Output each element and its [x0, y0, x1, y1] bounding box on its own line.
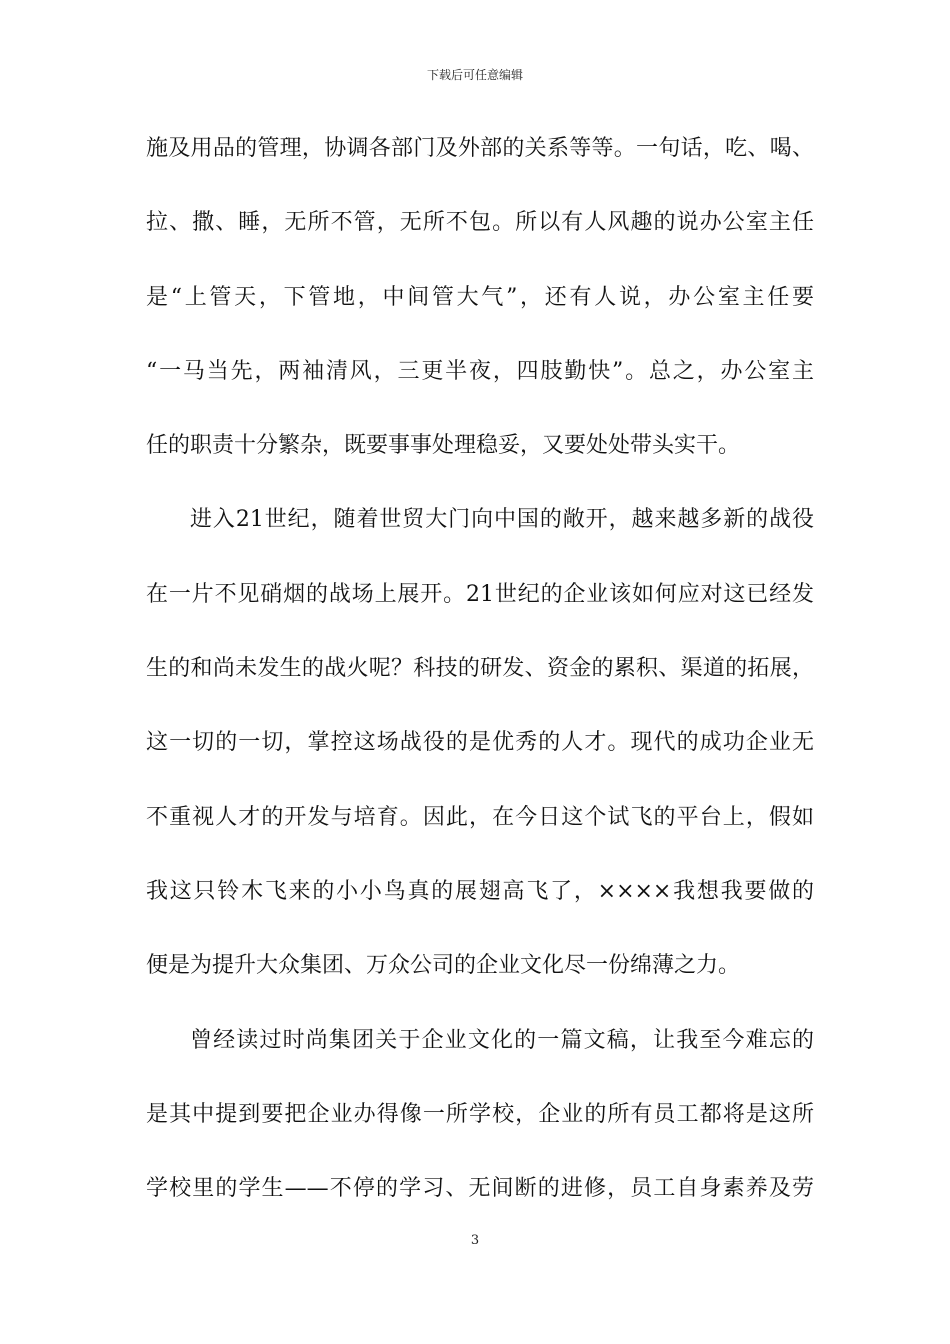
text-line: 学校里的学生——不停的学习、无间断的进修，员工自身素养及劳: [146, 1176, 814, 1202]
text-line: 拉、撒、睡，无所不管，无所不包。所以有人风趣的说办公室主任: [146, 210, 814, 236]
text-line: 任的职责十分繁杂，既要事事处理稳妥，又要处处带头实干。: [146, 433, 741, 459]
text-line: 施及用品的管理，协调各部门及外部的关系等等。一句话，吃、喝、: [146, 136, 814, 161]
text-line: 我这只铃木飞来的小小鸟真的展翅高飞了，××××我想我要做的: [146, 878, 814, 904]
document-body: [146, 112, 814, 1226]
text-line: 曾经读过时尚集团关于企业文化的一篇文稿，让我至今难忘的: [190, 1027, 814, 1053]
text-line: 便是为提升大众集团、万众公司的企业文化尽一份绵薄之力。: [146, 953, 741, 979]
text-line: 不重视人才的开发与培育。因此，在今日这个试飞的平台上，假如: [146, 804, 814, 830]
text-line: 进入21世纪，随着世贸大门向中国的敞开，越来越多新的战役: [190, 507, 814, 533]
text-line: 是其中提到要把企业办得像一所学校，企业的所有员工都将是这所: [146, 1101, 814, 1127]
text-line: 在一片不见硝烟的战场上展开。21世纪的企业该如何应对这已经发: [146, 581, 814, 607]
page-header: 下载后可任意编辑: [426, 68, 523, 82]
text-line: 这一切的一切，掌控这场战役的是优秀的人才。现代的成功企业无: [146, 730, 814, 756]
text-line: 是“上管天，下管地，中间管大气”，还有人说，办公室主任要: [146, 284, 814, 310]
page-number: 3: [470, 1233, 480, 1248]
text-line: “一马当先，两袖清风，三更半夜，四肢勤快”。总之，办公室主: [146, 358, 814, 384]
text-line: 生的和尚未发生的战火呢？科技的研发、资金的累积、渠道的拓展，: [146, 656, 814, 682]
